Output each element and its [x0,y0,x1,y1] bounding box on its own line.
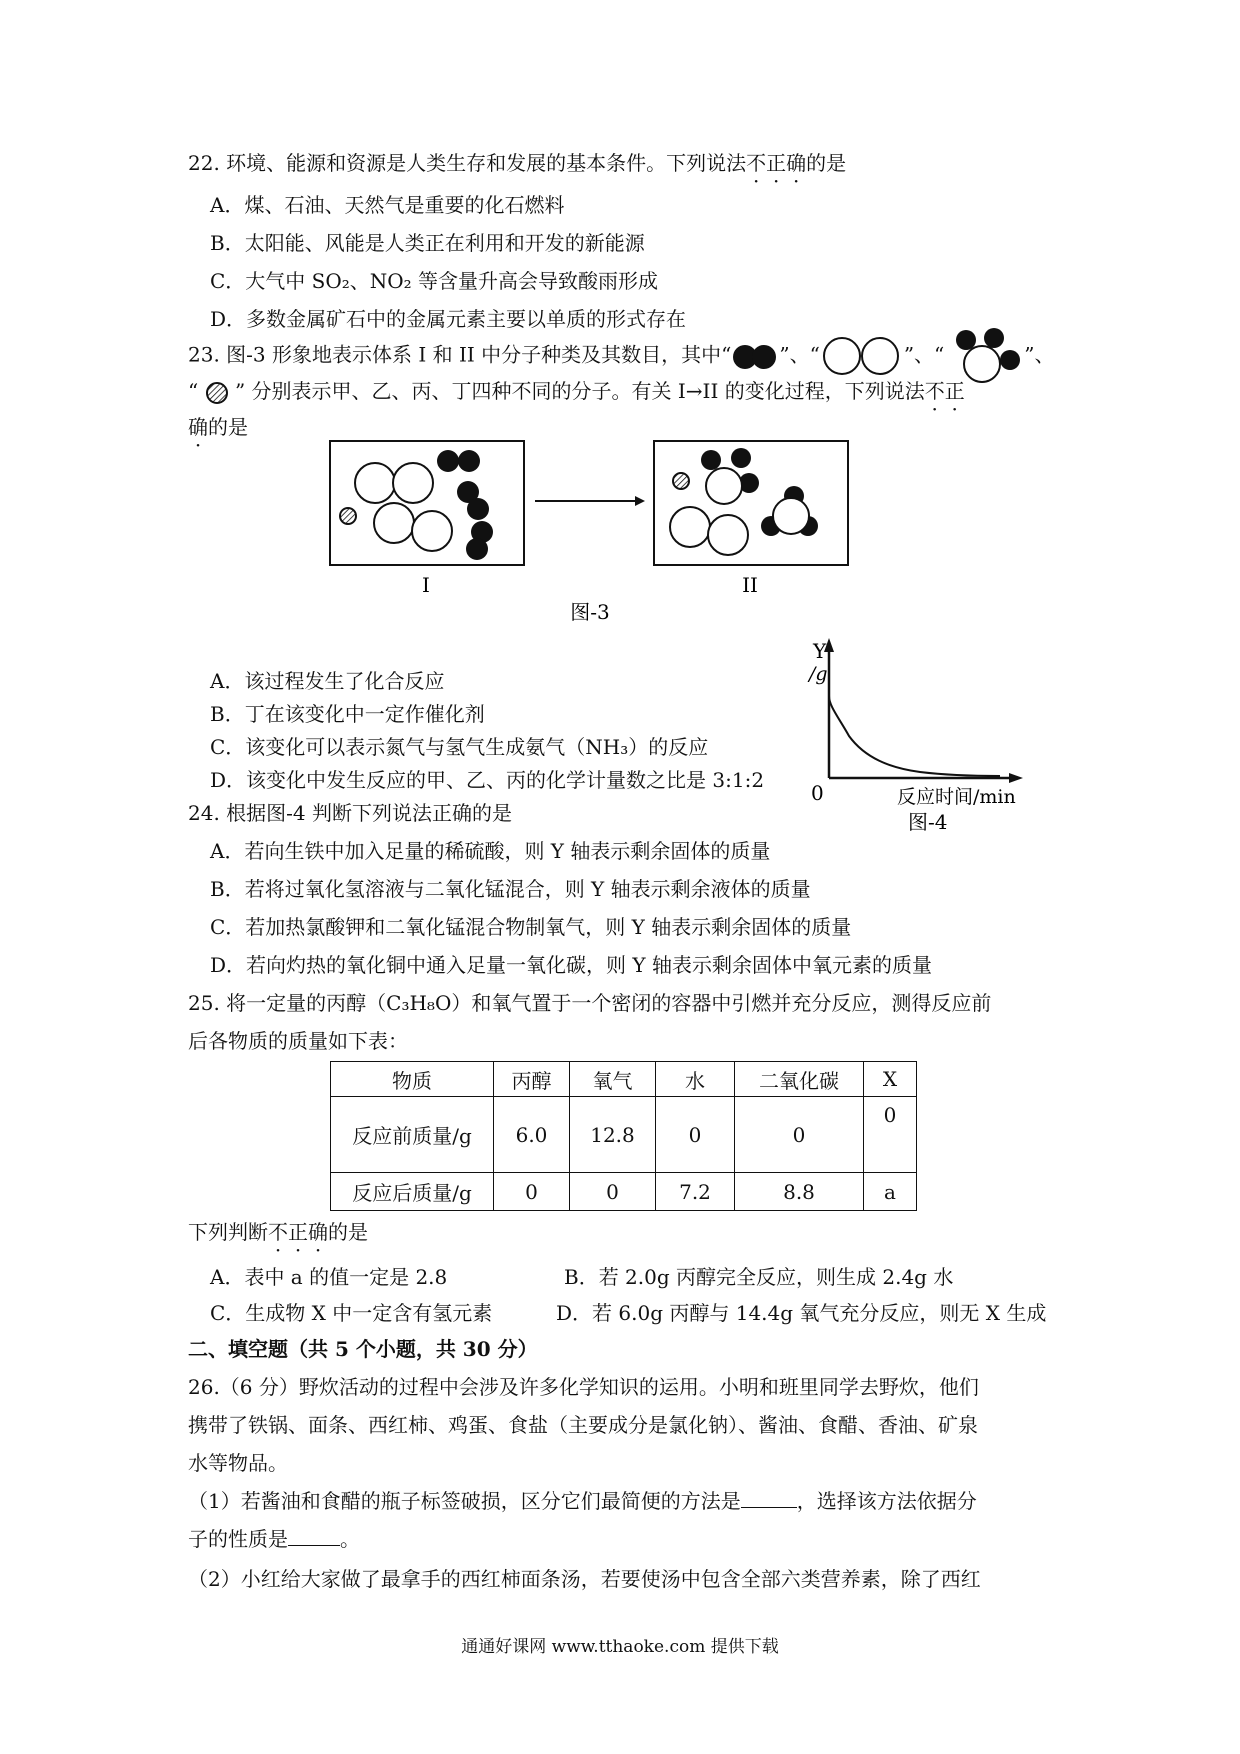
molecule-yi-icon [820,336,904,376]
table-cell: 反应后质量/g [331,1173,494,1211]
y-label: Y [813,639,827,663]
table-cell: 8.8 [735,1173,864,1211]
table-cell: 7.2 [656,1173,735,1211]
q24-option-a: A．若向生铁中加入足量的稀硫酸，则 Y 轴表示剩余固体的质量 [210,839,771,863]
reaction-arrow-head [635,496,645,506]
curve [829,696,1000,776]
q23-stem-line3: 确的是 [188,415,248,439]
q23-stem-line2: “ ” 分别表示甲、乙、丙、丁四种不同的分子。有关 I→II 的变化过程，下列说法不正 [188,379,965,403]
figure-4 [805,638,1045,838]
emphasis-char: 不 [924,379,945,403]
table-header-cell: X [864,1062,917,1097]
table-header-cell: 丙醇 [494,1062,570,1097]
q26-line2: 携带了铁锅、面条、西红柿、鸡蛋、食盐（主要成分是氯化钠）、酱油、食醋、香油、矿泉 [188,1413,978,1437]
emphasis-char: 确 [308,1220,328,1244]
q25-option-c: C．生成物 X 中一定含有氢元素 [210,1301,493,1325]
emphasis-char: 确 [188,415,208,439]
q25-stem-line2: 后各物质的质量如下表： [188,1029,408,1053]
mass-table [330,1061,917,1211]
q26-sub1-line1: （1）若酱油和食醋的瓶子标签破损，区分它们最简便的方法是 ，选择该方法依据分 [188,1489,977,1513]
q25-option-b: B．若 2.0g 丙醇完全反应，则生成 2.4g 水 [564,1265,954,1289]
molecule-yi [670,507,710,547]
q26-line3: 水等物品。 [188,1451,288,1475]
table-cell: 反应前质量/g [331,1097,494,1173]
molecule-jia [458,450,480,472]
origin-label: 0 [811,781,824,805]
molecule-yi [374,503,414,543]
q24-stem: 24. 根据图-4 判断下列说法正确的是 [188,801,513,825]
q23-option-c: C．该变化可以表示氮气与氢气生成氨气（NH₃）的反应 [210,735,709,759]
molecule-ding [673,473,689,489]
figure-3 [325,436,885,626]
table-cell: 0 [656,1097,735,1173]
y-unit: /g [809,663,828,685]
q22-stem: 22. 环境、能源和资源是人类生存和发展的基本条件。下列说法不正确的是 [188,151,847,175]
q22-option-b: B．太阳能、风能是人类正在利用和开发的新能源 [210,231,645,255]
table-header-row [331,1062,917,1097]
molecule-bing-icon [944,328,1024,384]
table-cell: a [864,1173,917,1211]
molecule-bing-center [773,498,809,534]
answer-blank-2[interactable] [288,1527,340,1546]
q25-option-a: A．表中 a 的值一定是 2.8 [210,1265,448,1289]
figure-label-II: II [742,573,758,597]
molecule-jia [467,498,489,520]
table-cell: 6.0 [494,1097,570,1173]
table-cell: 12.8 [570,1097,656,1173]
molecule-yi [355,463,395,503]
figure-label-I: I [422,573,430,597]
x-label: 反应时间/min [897,786,1016,808]
q26-sub2: （2）小红给大家做了最拿手的西红柿面条汤，若要使汤中包含全部六类营养素，除了西红 [188,1567,981,1591]
table-header-cell: 氧气 [570,1062,656,1097]
emphasis-char: 不 [746,151,767,175]
table-cell: 0 [494,1173,570,1211]
emphasis-char: 正 [944,379,965,403]
q23-option-d: D．该变化中发生反应的甲、乙、丙的化学计量数之比是 3:1:2 [210,768,765,792]
molecule-bing-center [706,468,742,504]
molecule-bing-atom [731,448,751,468]
table-header-cell: 物质 [331,1062,494,1097]
q25-option-d: D．若 6.0g 丙醇与 14.4g 氧气充分反应，则无 X 生成 [556,1301,1047,1325]
q24-option-d: D．若向灼热的氧化铜中通入足量一氧化碳，则 Y 轴表示剩余固体中氧元素的质量 [210,953,932,977]
answer-blank-1[interactable] [741,1489,797,1508]
section-heading: 二、填空题（共 5 个小题，共 30 分） [188,1337,538,1361]
q24-option-c: C．若加热氯酸钾和二氧化锰混合物制氧气，则 Y 轴表示剩余固体的质量 [210,915,852,939]
table-row [331,1097,917,1173]
table-row [331,1173,917,1211]
molecule-yi [708,515,748,555]
q23-option-b: B．丁在该变化中一定作催化剂 [210,702,485,726]
x-axis-arrow [1009,773,1023,783]
q22-option-d: D．多数金属矿石中的金属元素主要以单质的形式存在 [210,307,687,331]
emphasis-char: 正 [288,1220,308,1244]
table-header-cell: 二氧化碳 [735,1062,864,1097]
q22-option-c: C．大气中 SO₂、NO₂ 等含量升高会导致酸雨形成 [210,269,659,293]
table-cell: 0 [570,1173,656,1211]
q26-sub1-line2: 子的性质是 。 [188,1527,360,1551]
table-cell: 0 [735,1097,864,1173]
q23-stem-line1: 23. 图-3 形象地表示体系 I 和 II 中分子种类及其数目，其中“ ”、“ ”、“ ”、 [188,328,1055,384]
q26-line1: 26.（6 分）野炊活动的过程中会涉及许多化学知识的运用。小明和班里同学去野炊，他们 [188,1375,979,1399]
emphasis-char: 正 [766,151,787,175]
molecule-jia-icon [731,341,779,371]
figure-3-caption: 图-3 [570,600,610,624]
emphasis-char: 确 [786,151,807,175]
q23-option-a: A．该过程发生了化合反应 [210,669,445,693]
table-cell: 0 [864,1097,917,1173]
molecule-bing-atom [701,450,721,470]
emphasis-char: 不 [268,1220,288,1244]
q22-option-a: A．煤、石油、天然气是重要的化石燃料 [210,193,565,217]
molecule-yi [393,463,433,503]
q25-after-table: 下列判断不正确的是 [188,1220,368,1244]
q25-stem-line1: 25. 将一定量的丙醇（C₃H₈O）和氧气置于一个密闭的容器中引燃并充分反应，测得反应前 [188,991,992,1015]
molecule-jia [466,538,488,560]
figure-4-caption: 图-4 [908,810,948,834]
molecule-yi [412,511,452,551]
molecule-ding-icon [205,381,229,405]
table-header-cell: 水 [656,1062,735,1097]
molecule-ding [340,508,356,524]
q24-option-b: B．若将过氧化氢溶液与二氧化锰混合，则 Y 轴表示剩余液体的质量 [210,877,811,901]
molecule-jia [437,450,459,472]
page-footer: 通通好课网 www.tthaoke.com 提供下载 [461,1637,779,1657]
